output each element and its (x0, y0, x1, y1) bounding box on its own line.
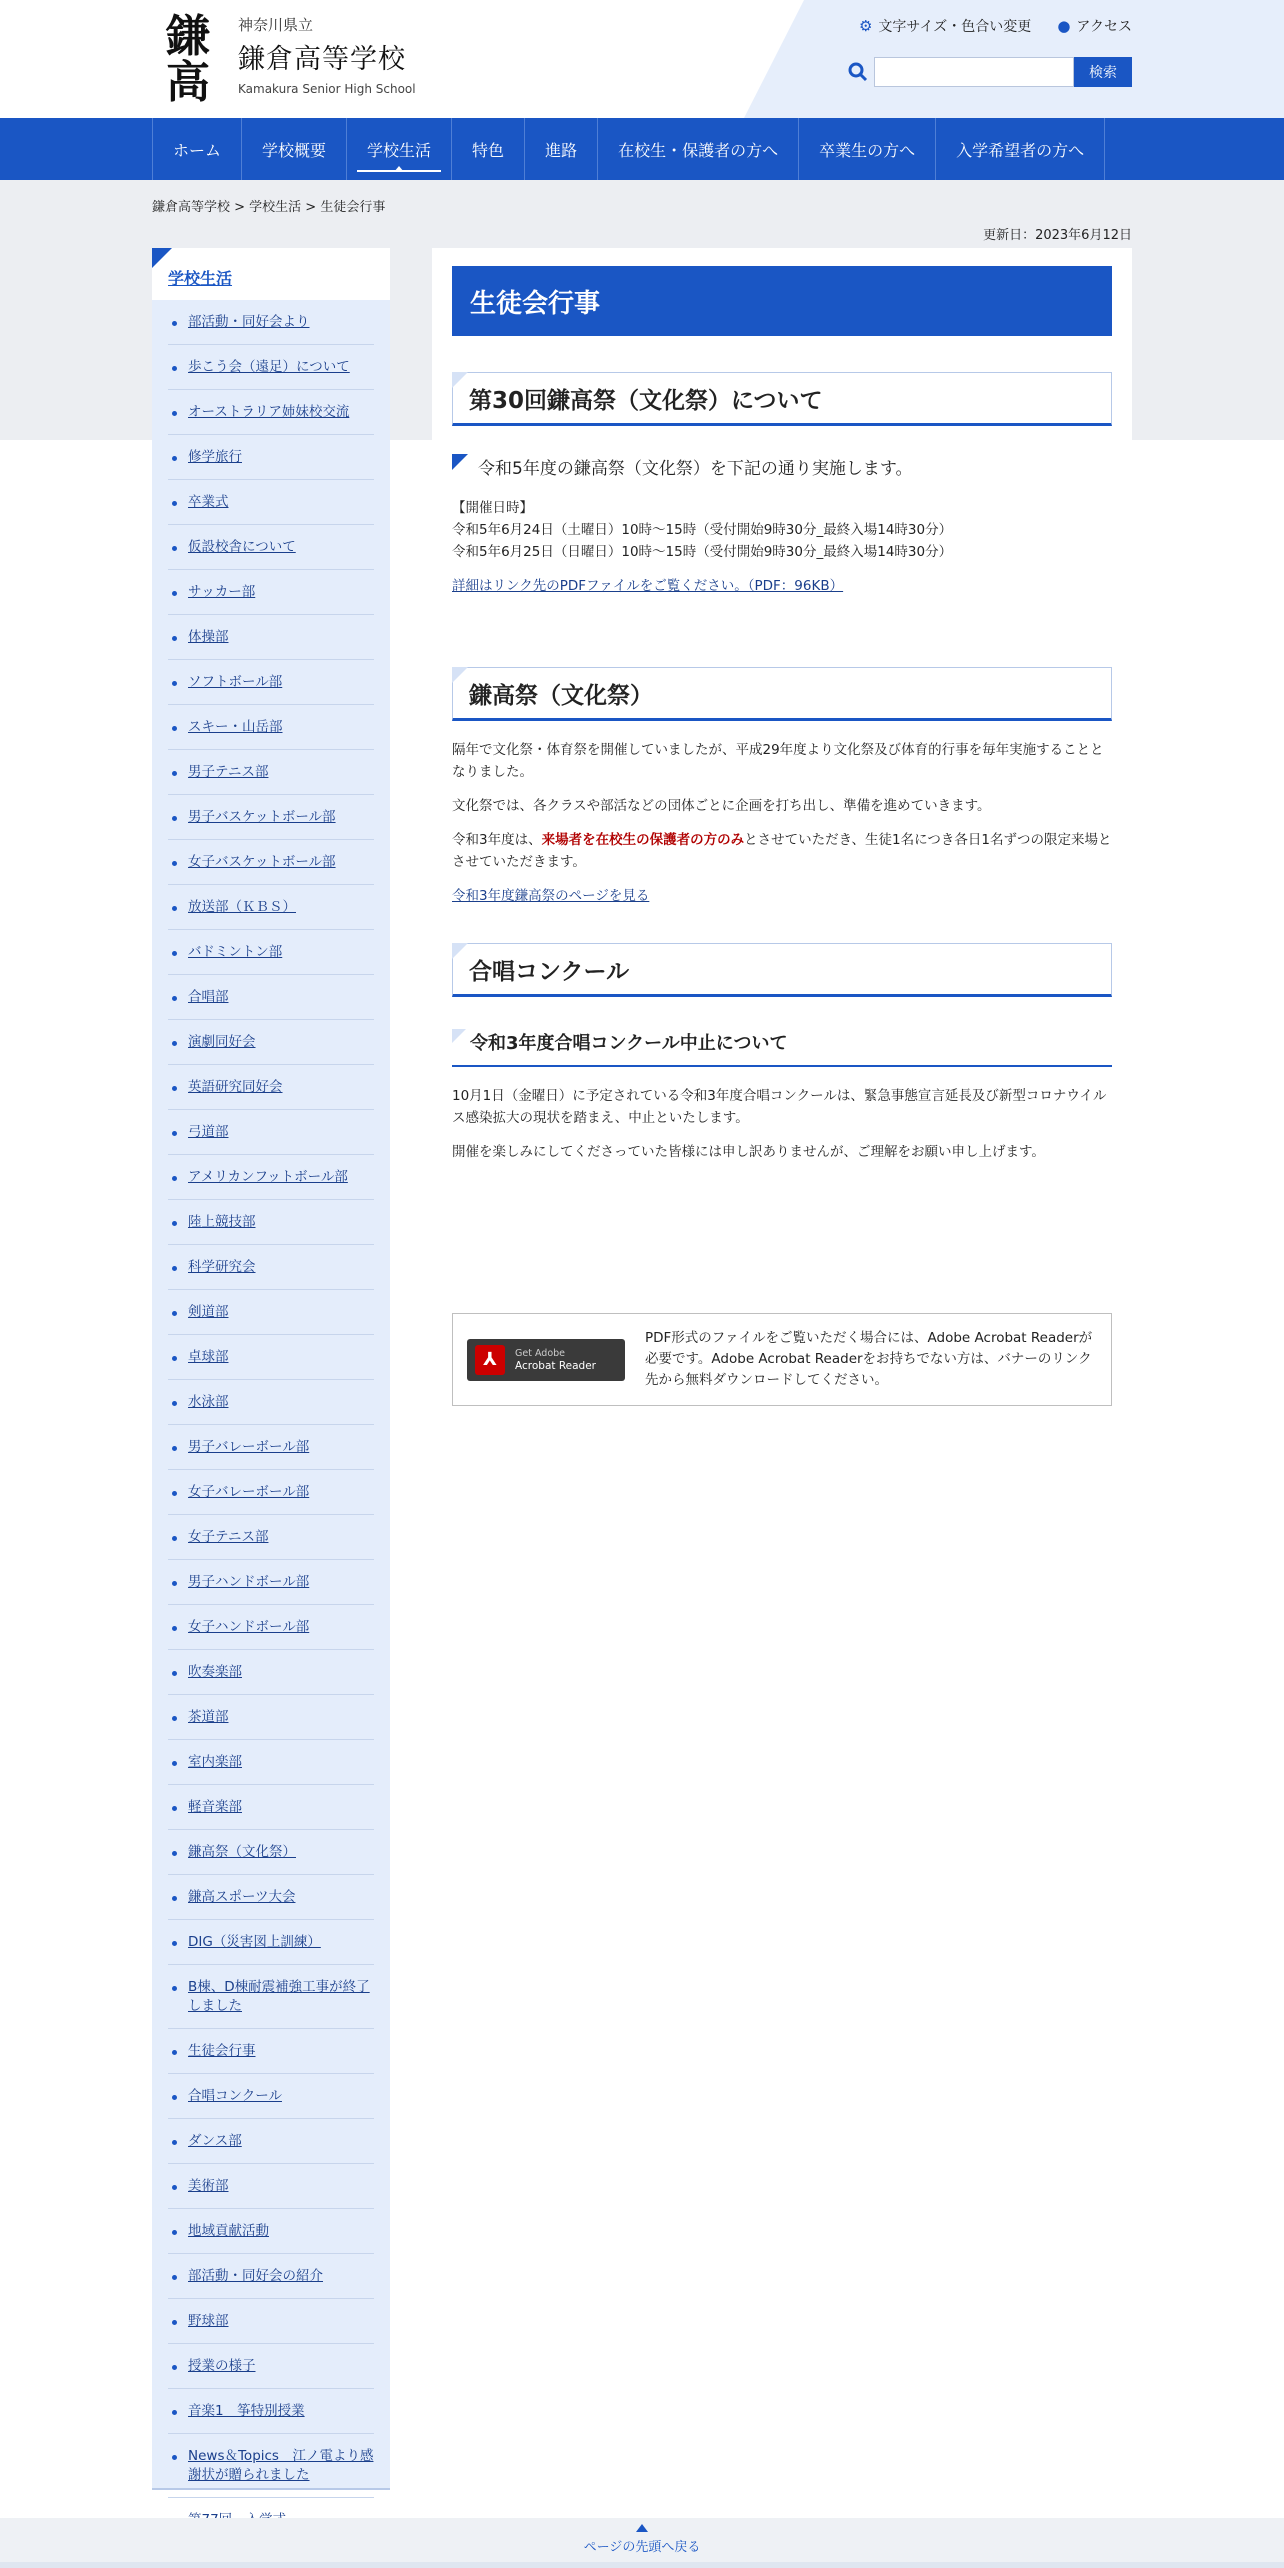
sidebar-item-link[interactable]: 修学旅行 (188, 449, 242, 465)
festival-admission-note (452, 829, 1112, 873)
sidebar-item (168, 480, 374, 525)
gears-icon: ⚙ (858, 17, 873, 35)
sidebar-item (168, 1920, 374, 1965)
sidebar-item (168, 1290, 374, 1335)
sidebar-item (168, 2299, 374, 2344)
sidebar-item (168, 2164, 374, 2209)
school-logo[interactable] (152, 11, 224, 108)
sidebar-item-link[interactable]: News＆Topics 江ノ電より感謝状が贈られました (188, 2448, 374, 2483)
festival-description: 隔年で文化祭・体育祭を開催していましたが、平成29年度より文化祭及び体育的行事を毎年実施することとなりました。 (452, 742, 1104, 780)
sidebar-item (168, 1785, 374, 1830)
chorus-apology-text: 開催を楽しみにしてくださっていた皆様には申し訳ありませんが、ご理解をお願い申し上げます。 (452, 1144, 1045, 1160)
sidebar-item-link[interactable]: 地域貢献活動 (188, 2223, 269, 2239)
acrobat-banner-small: Get Adobe (515, 1347, 566, 1359)
sidebar-item-link[interactable]: 演劇同好会 (188, 1034, 256, 1050)
sidebar-item (168, 975, 374, 1020)
nav-item-label: 学校生活 (367, 140, 432, 160)
global-nav (0, 118, 1284, 180)
sidebar-item (168, 1065, 374, 1110)
search-button[interactable]: 検索 (1074, 57, 1132, 87)
sidebar-item-link[interactable]: 部活動・同好会の紹介 (188, 2268, 323, 2284)
sidebar-item-link[interactable]: 生徒会行事 (188, 2043, 256, 2059)
font-color-settings-label: 文字サイズ・色合い変更 (878, 19, 1032, 35)
admission-note-post: とさせていただき、生徒1名につき各日1名ずつの限定来場とさせていただきます。 (452, 832, 1112, 870)
updated-date: 更新日：2023年6月12日 (983, 228, 1132, 243)
font-color-settings-link[interactable] (859, 16, 1031, 36)
sidebar-item (168, 795, 374, 840)
sidebar-item (168, 1605, 374, 1650)
sidebar-item (168, 1875, 374, 1920)
sidebar-item-link[interactable]: 仮設校舎について (188, 539, 296, 555)
sidebar-item-link[interactable]: 部活動・同好会より (188, 314, 310, 330)
nav-item-label: 入学希望者の方へ (956, 140, 1085, 160)
acrobat-note: PDF形式のファイルをご覧いただく場合には、Adobe Acrobat Readerが必要です。Adobe Acrobat Readerをお持ちでない方は、バナーのリンク先から無料ダウンロードしてください。 (645, 1330, 1093, 1388)
sidebar-item (168, 705, 374, 750)
sidebar-item (168, 1245, 374, 1290)
sidebar-item (168, 300, 374, 345)
sidebar-item-link[interactable]: 女子バレーボール部 (188, 1484, 310, 1500)
festival-date-label: 【開催日時】 (452, 500, 533, 516)
sidebar-item (168, 1650, 374, 1695)
sidebar-item-link[interactable]: 吹奏楽部 (188, 1664, 242, 1680)
back-to-top-bar (0, 2518, 1284, 2568)
sidebar-item-link[interactable]: オーストラリア姉妹校交流 (188, 404, 350, 420)
sidebar-item-link[interactable]: 陸上競技部 (188, 1214, 256, 1230)
sidebar-item (168, 1335, 374, 1380)
school-name-en: Kamakura Senior High School (238, 82, 416, 96)
sidebar-item-link[interactable]: 鎌高スポーツ大会 (188, 1889, 296, 1905)
sidebar-item-link[interactable]: ダンス部 (188, 2133, 242, 2149)
acrobat-notice (452, 1313, 1112, 1406)
sidebar-item-link[interactable]: 野球部 (188, 2313, 229, 2329)
sidebar-item (168, 750, 374, 795)
acrobat-banner-big: Acrobat Reader (515, 1359, 596, 1372)
sidebar-item (168, 840, 374, 885)
sidebar-item-link[interactable]: サッカー部 (188, 584, 256, 600)
sidebar-item-link[interactable]: 男子テニス部 (188, 764, 269, 780)
logo-glyph-bottom: 高 (166, 57, 210, 108)
acrobat-banner-text (515, 1347, 596, 1373)
nav-item[interactable] (242, 118, 347, 180)
prefecture-label: 神奈川県立 (238, 16, 314, 34)
festival-lead: 令和5年度の鎌高祭（文化祭）を下記の通り実施します。 (452, 454, 1112, 479)
sidebar-item-link[interactable]: 男子バスケットボール部 (188, 809, 336, 825)
sidebar-list (152, 300, 390, 2568)
sidebar-item-link[interactable]: アメリカンフットボール部 (188, 1169, 348, 1185)
sidebar-item-link[interactable]: ソフトボール部 (188, 674, 283, 690)
sidebar-item-link[interactable]: 水泳部 (188, 1394, 229, 1410)
nav-item[interactable] (525, 118, 598, 180)
nav-item[interactable] (153, 118, 242, 180)
admission-note-emphasis: 来場者を在校生の保護者の方のみ (541, 832, 745, 848)
sidebar-item (168, 930, 374, 975)
sidebar-item (168, 2029, 374, 2074)
sidebar-item (168, 345, 374, 390)
site-search (848, 57, 1132, 87)
nav-item[interactable] (936, 118, 1105, 180)
sidebar-item-link[interactable]: 女子バスケットボール部 (188, 854, 336, 870)
access-label: アクセス (1076, 19, 1132, 35)
sidebar-item (168, 435, 374, 480)
sidebar-item-link[interactable]: 歩こう会（遠足）について (188, 359, 350, 375)
sidebar-item (168, 1470, 374, 1515)
sidebar-item (168, 885, 374, 930)
festival-r3-link[interactable]: 令和3年度鎌高祭のページを見る (452, 888, 650, 904)
sidebar-item-link[interactable]: DIG（災害図上訓練） (188, 1934, 321, 1950)
sidebar-item (168, 1380, 374, 1425)
sidebar-item-link[interactable]: B棟、D棟耐震補強工事が終了しました (188, 1979, 370, 2014)
sidebar-item-link[interactable]: 卒業式 (188, 494, 229, 510)
sidebar-item-link[interactable]: 合唱コンクール (188, 2088, 282, 2104)
sidebar-item (168, 1515, 374, 1560)
nav-item-label: 在校生・保護者の方へ (618, 140, 779, 160)
breadcrumb: 鎌倉高等学校 > 学校生活 > 生徒会行事 (152, 200, 386, 215)
sidebar-item-link[interactable]: 女子テニス部 (188, 1529, 269, 1545)
page-title: 生徒会行事 (452, 266, 1112, 336)
sidebar-item (168, 2344, 374, 2389)
festival-date-day1: 令和5年6月24日（土曜日）10時～15時（受付開始9時30分_最終入場14時30分） (452, 522, 953, 538)
sidebar-item (168, 2434, 374, 2498)
sidebar-item-link[interactable]: 男子ハンドボール部 (188, 1574, 310, 1590)
nav-item-label: 進路 (545, 140, 578, 160)
sidebar-item-link[interactable]: 英語研究同好会 (188, 1079, 283, 1095)
sidebar-item (168, 1110, 374, 1155)
sidebar-item (168, 1200, 374, 1245)
sidebar-item-link[interactable]: 弓道部 (188, 1124, 229, 1140)
map-pin-icon: ● (1057, 17, 1071, 35)
section-heading-chorus: 合唱コンクール (452, 943, 1112, 997)
section-heading-festival: 鎌高祭（文化祭） (452, 667, 1112, 721)
festival-date-day2: 令和5年6月25日（日曜日）10時～15時（受付開始9時30分_最終入場14時30分） (452, 544, 953, 560)
sidebar-item-link[interactable]: 美術部 (188, 2178, 229, 2194)
sidebar-item (168, 2209, 374, 2254)
sidebar-item (168, 525, 374, 570)
sidebar-heading[interactable]: 学校生活 (152, 248, 390, 300)
sidebar-item-link[interactable]: 音楽1 筝特別授業 (188, 2403, 305, 2419)
sidebar-item (168, 570, 374, 615)
sidebar-item (168, 1695, 374, 1740)
festival-planning-text: 文化祭では、各クラスや部活などの団体ごとに企画を打ち出し、準備を進めていきます。 (452, 798, 991, 814)
sidebar-item (168, 390, 374, 435)
chorus-cancel-text: 10月1日（金曜日）に予定されている令和3年度合唱コンクールは、緊急事態宣言延長及び新型コロナウイルス感染拡大の現状を踏まえ、中止といたします。 (452, 1088, 1107, 1126)
nav-item[interactable] (347, 118, 452, 180)
main-content (432, 248, 1132, 1428)
search-icon (848, 62, 868, 82)
sidebar-item-link[interactable]: 授業の様子 (188, 2358, 256, 2374)
sidebar-item-link[interactable]: 卓球部 (188, 1349, 229, 1365)
access-link[interactable] (1057, 16, 1132, 36)
acrobat-logo-icon: ⅄ (475, 1345, 505, 1375)
get-acrobat-reader-banner[interactable] (467, 1339, 625, 1381)
sidebar-item-link[interactable]: 体操部 (188, 629, 229, 645)
section-heading-festival-30: 第30回鎌高祭（文化祭）について (452, 372, 1112, 426)
sidebar-item (168, 1740, 374, 1785)
sidebar-item-link[interactable]: バドミントン部 (188, 944, 283, 960)
sidebar-item-link[interactable]: 茶道部 (188, 1709, 229, 1725)
sidebar-item (168, 1155, 374, 1200)
sidebar-item-link[interactable]: 室内楽部 (188, 1754, 242, 1770)
sidebar-item-link[interactable]: 合唱部 (188, 989, 229, 1005)
sidebar-item (168, 1560, 374, 1605)
utility-links (859, 16, 1132, 36)
sidebar-item (168, 1425, 374, 1470)
sidebar-item (168, 1965, 374, 2029)
nav-item-label: 卒業生の方へ (819, 140, 916, 160)
chorus-cancel-heading: 令和3年度合唱コンクール中止について (452, 1029, 1112, 1067)
sidebar-item-link[interactable]: 科学研究会 (188, 1259, 256, 1275)
logo-glyph-top: 鎌 (166, 11, 210, 62)
sidebar-item (168, 1830, 374, 1875)
nav-item[interactable] (799, 118, 936, 180)
sidebar-item-link[interactable]: スキー・山岳部 (188, 719, 283, 735)
sidebar-item-link[interactable]: 剣道部 (188, 1304, 229, 1320)
sidebar-item (168, 615, 374, 660)
admission-note-pre: 令和3年度は、 (452, 832, 542, 848)
festival-pdf-link[interactable]: 詳細はリンク先のPDFファイルをご覧ください。（PDF：96KB） (452, 578, 844, 594)
sidebar (152, 248, 390, 2490)
nav-item-label: ホーム (173, 140, 222, 160)
sidebar-item (168, 2389, 374, 2434)
nav-item[interactable] (452, 118, 525, 180)
site-header (0, 0, 1284, 118)
sidebar-item-link[interactable]: 放送部（ＫＢＳ） (188, 899, 296, 915)
back-to-top-link[interactable] (0, 2524, 1284, 2555)
search-input[interactable] (874, 57, 1074, 87)
nav-item[interactable] (598, 118, 799, 180)
nav-item-label: 特色 (472, 140, 505, 160)
sidebar-item-link[interactable]: 女子ハンドボール部 (188, 1619, 310, 1635)
sidebar-item (168, 2254, 374, 2299)
footer-stripe (0, 2562, 1284, 2568)
back-to-top-label: ページの先頭へ戻る (583, 2540, 701, 2555)
sidebar-item-link[interactable]: 男子バレーボール部 (188, 1439, 310, 1455)
sidebar-item-link[interactable]: 鎌高祭（文化祭） (188, 1844, 296, 1860)
up-arrow-icon (636, 2524, 648, 2532)
site-title[interactable] (238, 14, 416, 96)
nav-item-label: 学校概要 (262, 140, 327, 160)
global-nav-list (152, 118, 1105, 180)
sidebar-item (168, 1020, 374, 1065)
sidebar-item (168, 2119, 374, 2164)
sidebar-item-link[interactable]: 軽音楽部 (188, 1799, 242, 1815)
school-name: 鎌倉高等学校 (238, 44, 406, 75)
sidebar-item (168, 660, 374, 705)
sidebar-item (168, 2074, 374, 2119)
